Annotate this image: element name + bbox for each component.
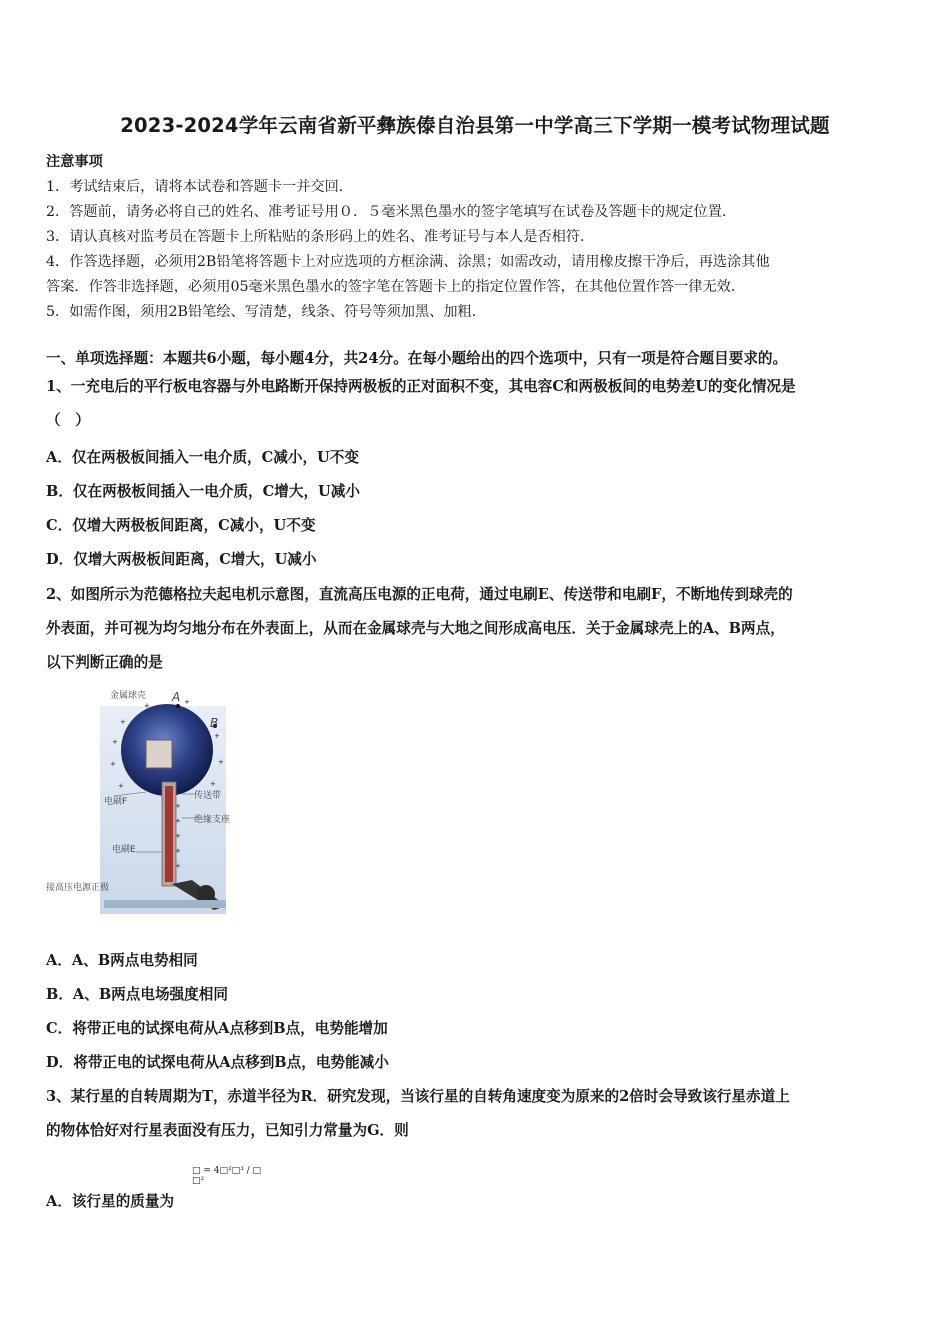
instruction-item: 答案．作答非选择题，必须用05毫米黑色墨水的签字笔在答题卡上的指定位置作答，在其他位置作答一律无效． [46, 279, 746, 295]
section-heading: 一、单项选择题：本题共6小题，每小题4分，共24分。在每小题给出的四个选项中，只有一项是符合题目要求的。 [46, 350, 788, 367]
question-2-stem-line: 2、如图所示为范德格拉夫起电机示意图，直流高压电源的正电荷，通过电刷E、传送带和电刷F，不断地传到球壳的 [46, 586, 793, 603]
instruction-item: 1．考试结束后，请将本试卷和答题卡一并交回． [46, 179, 353, 195]
question-1-option-b: B．仅在两极板间插入一电介质，C增大，U减小 [46, 483, 360, 500]
question-2-stem-line: 外表面，并可视为均匀地分布在外表面上，从而在金属球壳与大地之间形成高电压．关于金属球壳上的A、B两点， [46, 620, 785, 637]
svg-text:+: + [175, 832, 181, 840]
question-1-paren: （ ） [46, 412, 90, 429]
question-1 [46, 370, 916, 438]
question-2-option-b: B．A、B两点电场强度相同 [46, 986, 228, 1003]
question-2 [46, 578, 916, 680]
figure-label-shell: 金属球壳 [110, 691, 147, 701]
svg-text:+: + [112, 738, 118, 746]
instruction-item: 4．作答选择题，必须用2B铅笔将答题卡上对应选项的方框涂满、涂黑；如需改动，请用橡皮擦干净后，再选涂其他 [46, 254, 770, 270]
svg-text:+: + [214, 732, 220, 740]
question-1-option-d: D．仅增大两极板间距离，C增大，U减小 [46, 551, 317, 568]
svg-text:+: + [110, 760, 116, 768]
figure-label-support: 绝缘支座 [194, 815, 231, 825]
question-2-option-c: C．将带正电的试探电荷从A点移到B点，电势能增加 [46, 1020, 388, 1037]
instruction-item: 3．请认真核对监考员在答题卡上所粘贴的条形码上的姓名、准考证号与本人是否相符． [46, 229, 595, 245]
svg-text:+: + [175, 817, 181, 825]
question-1-stem: 1、一充电后的平行板电容器与外电路断开保持两极板的正对面积不变，其电容C和两极板间的电势差U的变化情况是 [46, 378, 796, 395]
question-3-stem-line: 3、某行星的自转周期为T，赤道半径为R．研究发现，当该行星的自转角速度变为原来的2倍时会导致该行星赤道上 [46, 1088, 790, 1105]
figure-label-source: 接高压电源正极 [46, 883, 110, 893]
svg-text:+: + [175, 847, 181, 855]
figure-label-brush-f: 电刷F [104, 797, 128, 807]
svg-text:+: + [210, 780, 216, 788]
question-1-option-a: A．仅在两极板间插入一电介质，C减小，U不变 [46, 449, 359, 466]
question-1-option-c: C．仅增大两极板间距离，C减小，U不变 [46, 517, 316, 534]
svg-text:+: + [175, 862, 181, 870]
figure-label-belt: 传送带 [194, 791, 222, 801]
question-3-option-a: A．该行星的质量为 [46, 1193, 175, 1210]
page-title: 2023-2024学年云南省新平彝族傣自治县第一中学高三下学期一模考试物理试题 [120, 114, 830, 137]
svg-text:+: + [120, 718, 126, 726]
figure-label-a: A [172, 690, 181, 704]
mass-formula: □ = 4□²□³ / □ □² [192, 1166, 261, 1186]
question-2-option-a: A．A、B两点电势相同 [46, 952, 198, 969]
svg-text:+: + [118, 782, 124, 790]
svg-text:+: + [218, 758, 224, 766]
svg-text:+: + [144, 702, 150, 710]
instructions-heading: 注意事项 [46, 154, 103, 170]
instruction-item: 2．答题前，请务必将自己的姓名、准考证号用０．５毫米黑色墨水的签字笔填写在试卷及答题卡的规定位置． [46, 204, 737, 220]
van-de-graaff-figure [44, 688, 244, 916]
svg-text:+: + [175, 802, 181, 810]
question-2-stem-line: 以下判断正确的是 [46, 654, 163, 671]
question-3-stem-line: 的物体恰好对行星表面没有压力，已知引力常量为G．则 [46, 1122, 409, 1139]
instruction-item: 5．如需作图，须用2B铅笔绘、写清楚，线条、符号等须加黑、加粗． [46, 304, 486, 320]
instructions-block [46, 150, 916, 325]
figure-label-b: B [210, 716, 219, 730]
figure-label-brush-e: 电刷E [112, 845, 136, 855]
question-3 [46, 1080, 916, 1148]
question-2-option-d: D．将带正电的试探电荷从A点移到B点，电势能减小 [46, 1054, 389, 1071]
svg-text:+: + [184, 698, 190, 706]
